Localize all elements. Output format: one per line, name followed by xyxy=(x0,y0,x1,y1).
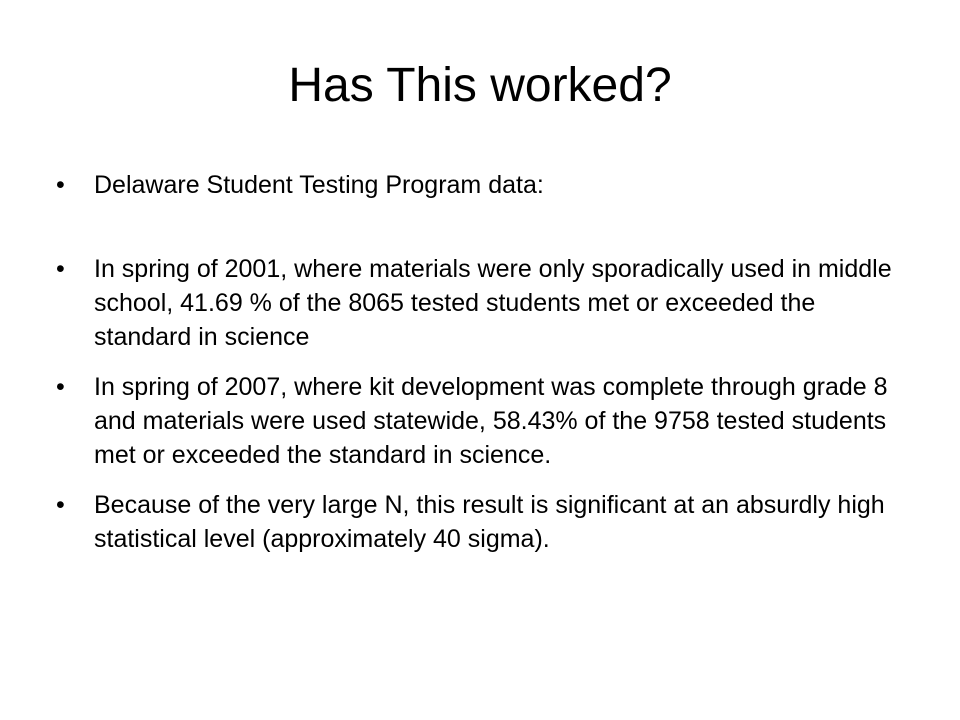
bullet-item xyxy=(56,488,916,556)
bullet-text: Delaware Student Testing Program data: xyxy=(94,171,544,199)
slide-title: Has This worked? xyxy=(288,59,672,112)
bullet-icon: • xyxy=(56,373,65,401)
bullet-item xyxy=(56,168,916,202)
bullet-icon: • xyxy=(56,491,65,519)
bullet-icon: • xyxy=(56,255,65,283)
bullet-text: Because of the very large N, this result is significant at an absurdly high statistical level (approximately 40 sigma). xyxy=(94,491,885,553)
bullet-item xyxy=(56,252,916,354)
bullet-item xyxy=(56,370,916,472)
bullet-text: In spring of 2001, where materials were only sporadically used in middle school, 41.69 % of the 8065 tested students met or exceeded the standard in science xyxy=(94,255,892,351)
bullet-icon: • xyxy=(56,171,65,199)
bullet-text: In spring of 2007, where kit development was complete through grade 8 and materials were used statewide, 58.43% of the 9758 tested students met or exceeded the standard in science. xyxy=(94,373,888,469)
bullet-list xyxy=(56,168,916,556)
